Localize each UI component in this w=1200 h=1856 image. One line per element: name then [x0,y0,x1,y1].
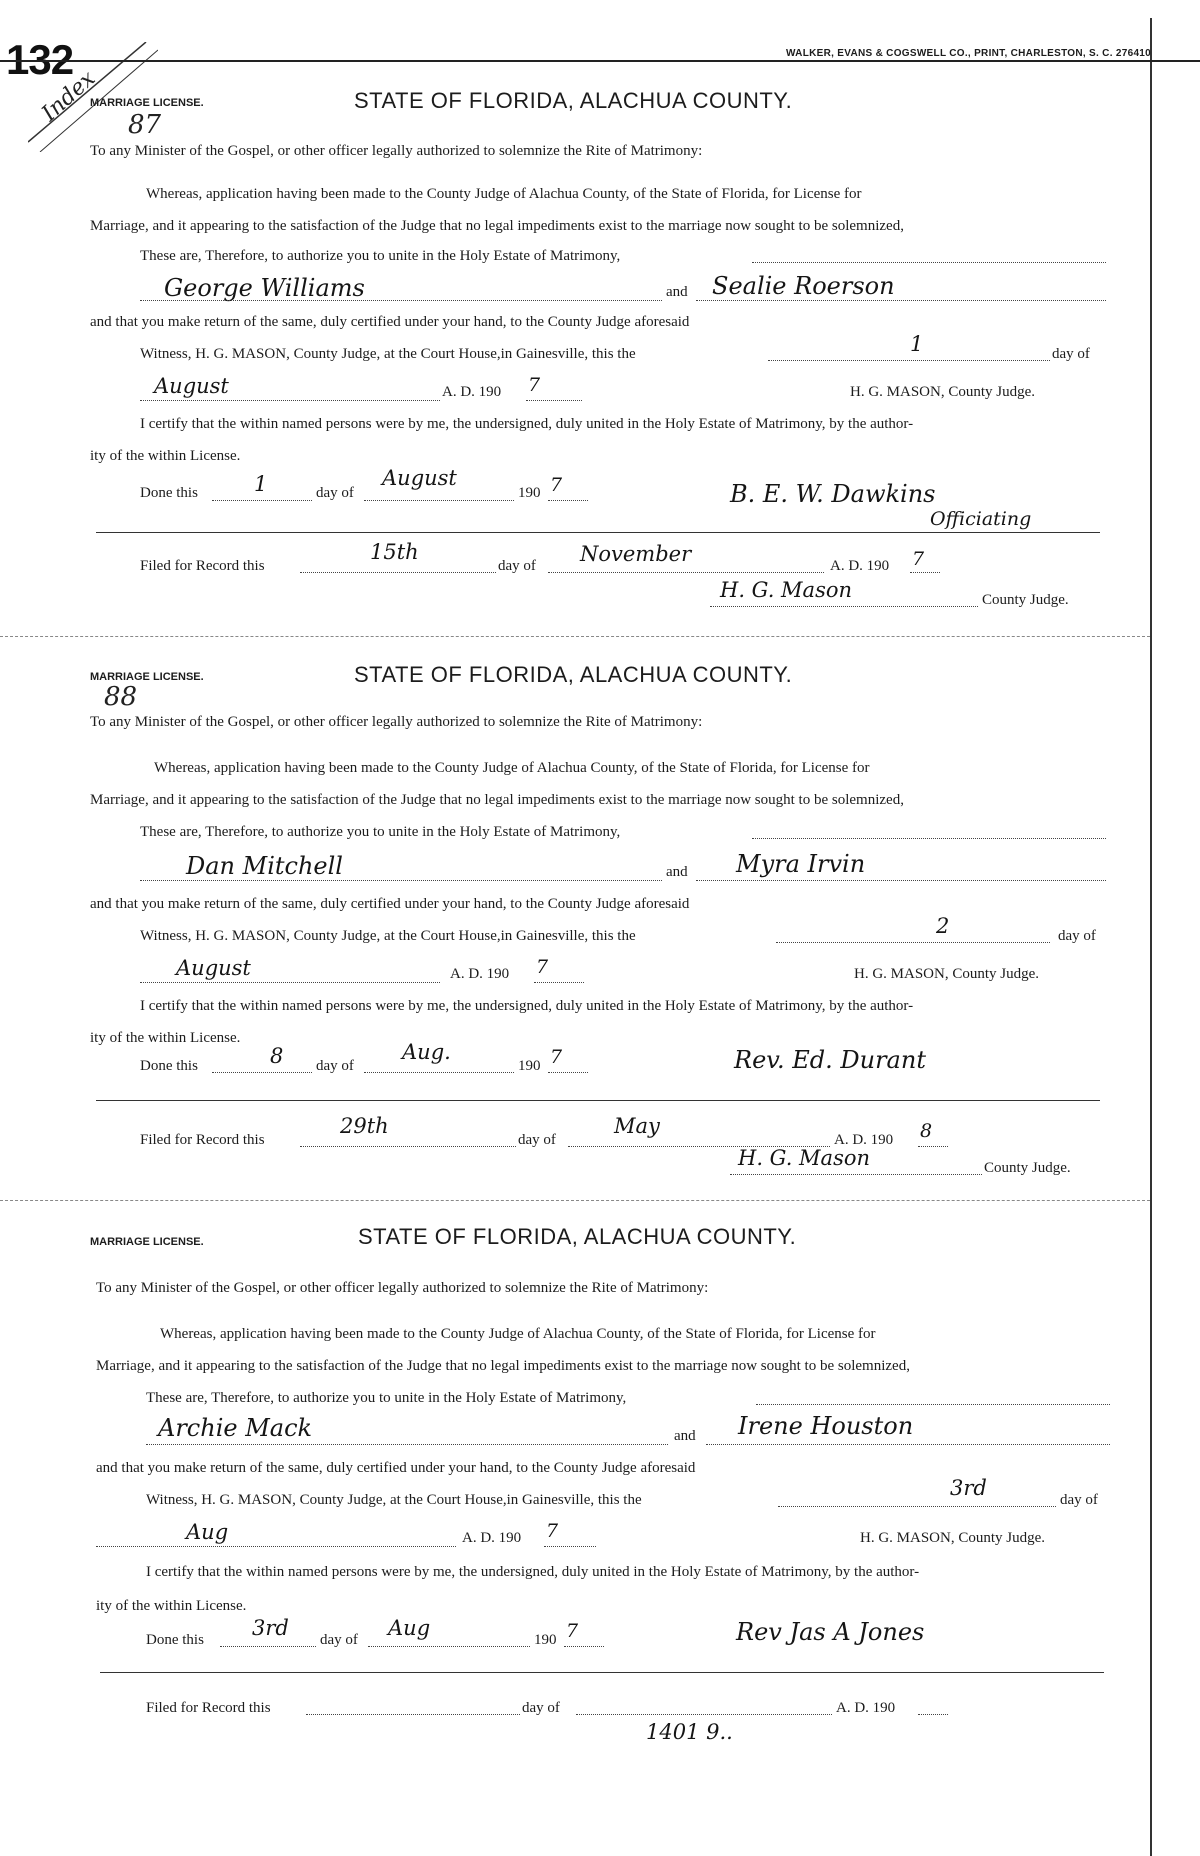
witness-line: Witness, H. G. MASON, County Judge, at the Court House,in Gainesville, this the [140,346,636,362]
filed-day-of-label: day of [518,1132,556,1148]
done-this-label: Done this [146,1632,204,1648]
done-day: 3rd [252,1616,289,1640]
license-title: STATE OF FLORIDA, ALACHUA COUNTY. [358,1224,797,1249]
license-label: MARRIAGE LICENSE. [90,97,204,109]
bottom-note: 1401 9.. [646,1720,733,1744]
year-prefix: 190 [534,1632,557,1648]
judge-label: H. G. MASON, County Judge. [854,966,1040,982]
witness-day: 2 [936,914,950,938]
filed-year: 8 [920,1120,933,1142]
and-label: and [666,864,688,880]
day-of-short-label: day of [316,1058,354,1074]
witness-month: Aug [186,1520,229,1544]
officiant-signature: B. E. W. Dawkins [730,480,936,508]
return-line: and that you make return of the same, duly certified under your hand, to the County Judge aforesaid [90,314,690,330]
filed-ad-label: A. D. 190 [834,1132,894,1148]
officiant-signature: Rev. Ed. Durant [734,1046,926,1074]
witness-line: Witness, H. G. MASON, County Judge, at the Court House,in Gainesville, this the [146,1492,642,1508]
day-of-label: day of [1058,928,1096,944]
page-number: 132 [6,36,74,83]
certify-line-1: I certify that the within named persons were by me, the undersigned, duly united in the Holy Estate of Matrimony, by the author- [140,998,914,1014]
filed-label: Filed for Record this [140,558,265,574]
year-prefix: 190 [518,1058,541,1074]
county-judge-label: County Judge. [982,592,1069,608]
whereas-line-2: Marriage, and it appearing to the satisfaction of the Judge that no legal impediments exist to the marriage now sought to be solemnized, [96,1358,910,1374]
judge-signature: H. G. Mason [720,578,853,602]
filed-month: November [580,542,692,566]
day-of-short-label: day of [316,485,354,501]
filed-day-of-label: day of [498,558,536,574]
license-label: MARRIAGE LICENSE. [90,671,204,683]
whereas-line-1: Whereas, application having been made to the County Judge of Alachua County, of the State of Florida, for License for [146,186,862,202]
therefore-line: These are, Therefore, to authorize you to unite in the Holy Estate of Matrimony, [146,1390,627,1406]
index-note: Index [37,66,101,127]
address-line: To any Minister of the Gospel, or other officer legally authorized to solemnize the Rite of Matrimony: [90,143,703,159]
witness-month: August [154,374,229,398]
therefore-line: These are, Therefore, to authorize you to unite in the Holy Estate of Matrimony, [140,248,621,264]
address-line: To any Minister of the Gospel, or other officer legally authorized to solemnize the Rite of Matrimony: [96,1280,709,1296]
witness-line: Witness, H. G. MASON, County Judge, at the Court House,in Gainesville, this the [140,928,636,944]
witness-year: 7 [536,956,549,978]
witness-year: 7 [528,374,541,396]
done-year: 7 [550,1046,563,1068]
filed-day: 29th [340,1114,389,1138]
therefore-line: These are, Therefore, to authorize you to unite in the Holy Estate of Matrimony, [140,824,621,840]
filed-label: Filed for Record this [146,1700,271,1716]
license-number: 87 [128,110,162,140]
filed-ad-label: A. D. 190 [836,1700,896,1716]
done-month: Aug [388,1616,431,1640]
whereas-line-2: Marriage, and it appearing to the satisfaction of the Judge that no legal impediments exist to the marriage now sought to be solemnized, [90,218,904,234]
done-year: 7 [566,1620,579,1642]
ad-label: A. D. 190 [462,1530,522,1546]
witness-day: 1 [910,332,924,356]
day-of-label: day of [1060,1492,1098,1508]
license-label: MARRIAGE LICENSE. [90,1236,204,1248]
groom-name: Dan Mitchell [186,852,343,880]
filed-month: May [614,1114,660,1138]
certify-line-2: ity of the within License. [96,1598,247,1614]
done-month: August [382,466,457,490]
ad-label: A. D. 190 [450,966,510,982]
groom-name: George Williams [164,274,365,302]
filed-ad-label: A. D. 190 [830,558,890,574]
ad-label: A. D. 190 [442,384,502,400]
bride-name: Irene Houston [738,1412,914,1440]
done-month: Aug. [402,1040,451,1064]
and-label: and [666,284,688,300]
whereas-line-2: Marriage, and it appearing to the satisfaction of the Judge that no legal impediments exist to the marriage now sought to be solemnized, [90,792,904,808]
judge-label: H. G. MASON, County Judge. [850,384,1036,400]
top-rule [0,60,1200,62]
county-judge-label: County Judge. [984,1160,1071,1176]
whereas-line-1: Whereas, application having been made to the County Judge of Alachua County, of the State of Florida, for License for [160,1326,876,1342]
day-of-label: day of [1052,346,1090,362]
printer-imprint: WALKER, EVANS & COGSWELL CO., PRINT, CHARLESTON, S. C. 276410 [786,48,1152,59]
witness-day: 3rd [950,1476,987,1500]
filed-label: Filed for Record this [140,1132,265,1148]
done-year: 7 [550,474,563,496]
and-label: and [674,1428,696,1444]
page-edge-rule [1150,18,1152,1856]
license-title: STATE OF FLORIDA, ALACHUA COUNTY. [354,662,793,687]
certify-line-2: ity of the within License. [90,448,241,464]
done-day: 1 [254,472,268,496]
section-divider [0,636,1150,637]
judge-signature: H. G. Mason [738,1146,871,1170]
bride-name: Sealie Roerson [712,272,895,300]
certify-line-1: I certify that the within named persons were by me, the undersigned, duly united in the Holy Estate of Matrimony, by the author- [146,1564,920,1580]
filed-day-of-label: day of [522,1700,560,1716]
license-title: STATE OF FLORIDA, ALACHUA COUNTY. [354,88,793,113]
judge-label: H. G. MASON, County Judge. [860,1530,1046,1546]
return-line: and that you make return of the same, duly certified under your hand, to the County Judge aforesaid [90,896,690,912]
certify-line-2: ity of the within License. [90,1030,241,1046]
officiant-title: Officiating [930,508,1032,530]
filed-day: 15th [370,540,419,564]
return-line: and that you make return of the same, duly certified under your hand, to the County Judge aforesaid [96,1460,696,1476]
witness-month: August [176,956,251,980]
address-line: To any Minister of the Gospel, or other officer legally authorized to solemnize the Rite of Matrimony: [90,714,703,730]
done-this-label: Done this [140,1058,198,1074]
bride-name: Myra Irvin [736,850,866,878]
officiant-signature: Rev Jas A Jones [736,1618,925,1646]
license-number: 88 [104,682,138,712]
certify-line-1: I certify that the within named persons were by me, the undersigned, duly united in the Holy Estate of Matrimony, by the author- [140,416,914,432]
filed-year: 7 [912,548,925,570]
done-this-label: Done this [140,485,198,501]
year-prefix: 190 [518,485,541,501]
groom-name: Archie Mack [158,1414,313,1442]
day-of-short-label: day of [320,1632,358,1648]
section-divider [0,1200,1150,1201]
done-day: 8 [270,1044,284,1068]
witness-year: 7 [546,1520,559,1542]
whereas-line-1: Whereas, application having been made to the County Judge of Alachua County, of the State of Florida, for License for [154,760,870,776]
